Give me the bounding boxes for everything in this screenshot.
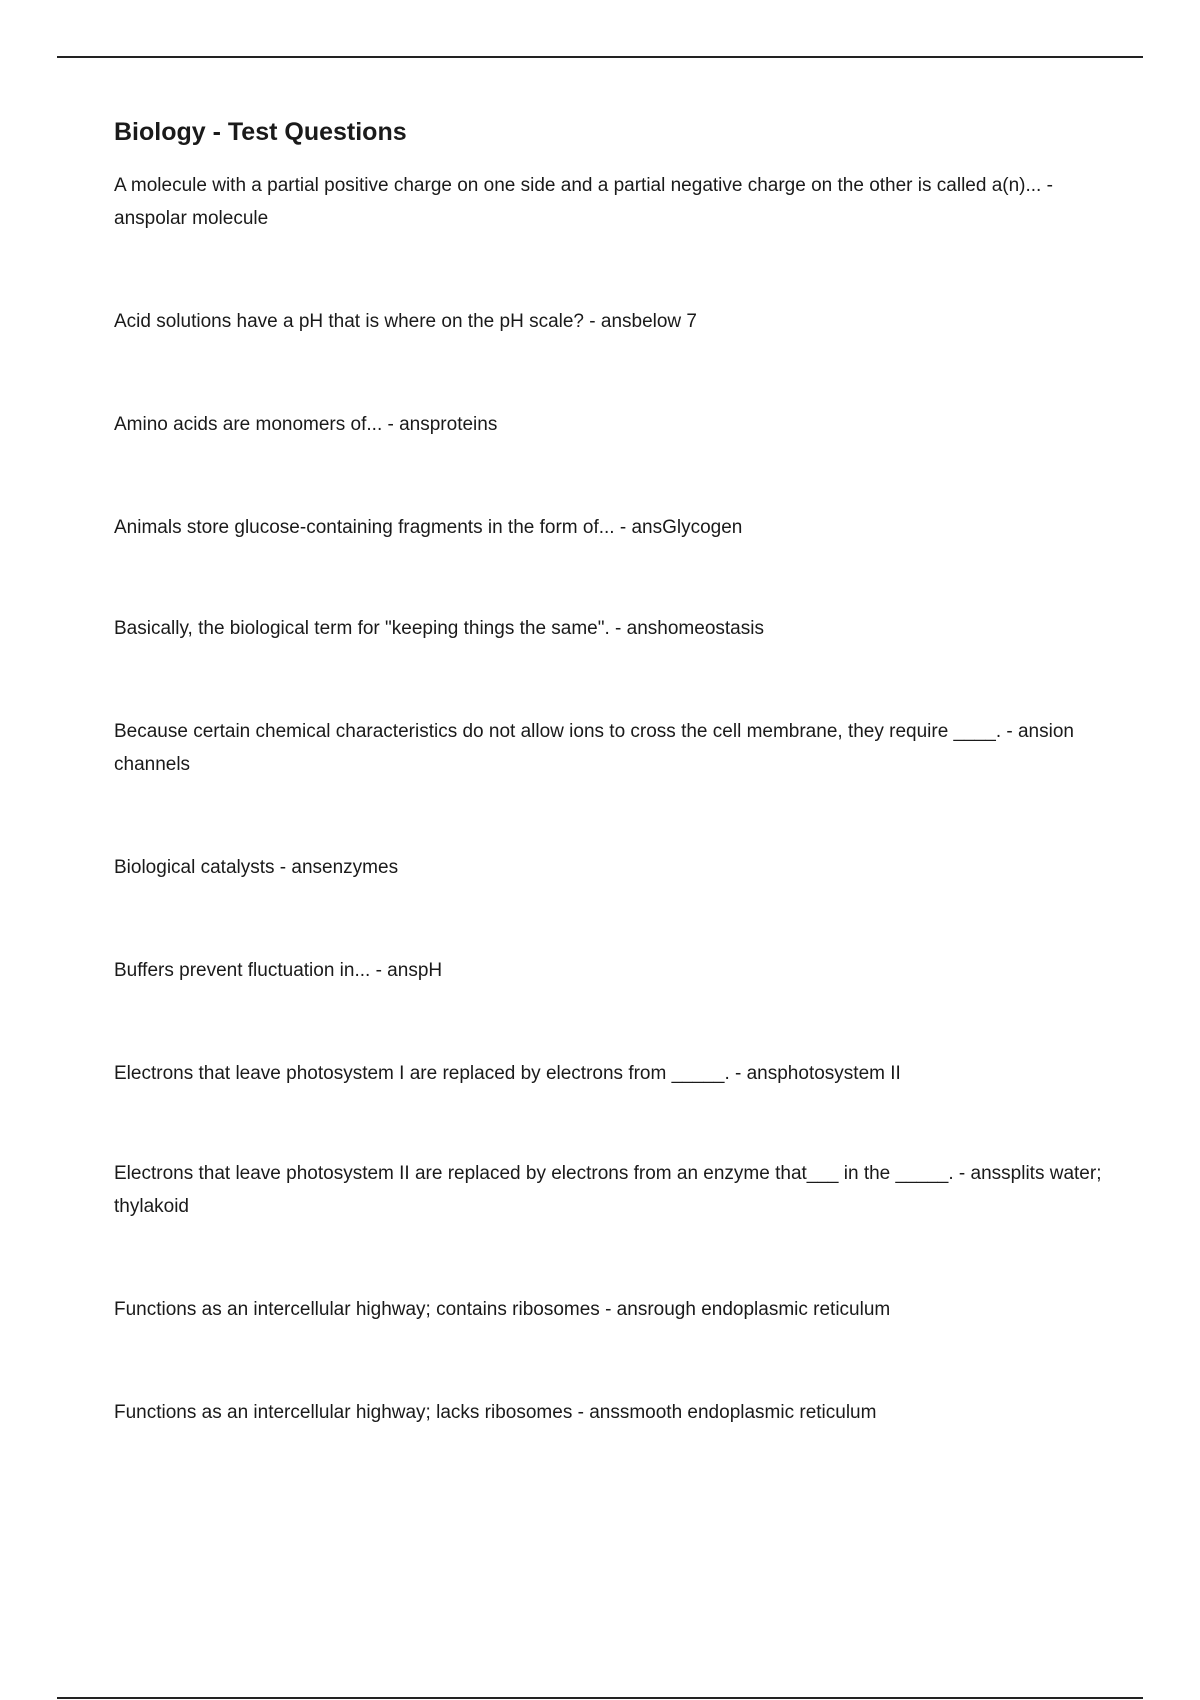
question-item: Because certain chemical characteristics do not allow ions to cross the cell membrane, they require ____. - ansion channels [114, 721, 1074, 775]
question-item: Functions as an intercellular highway; contains ribosomes - ansrough endoplasmic reticulum [114, 1299, 891, 1320]
question-item: Functions as an intercellular highway; lacks ribosomes - anssmooth endoplasmic reticulum [114, 1402, 877, 1423]
document-body [114, 112, 1124, 1423]
question-item: Acid solutions have a pH that is where on the pH scale? - ansbelow 7 [114, 311, 697, 332]
top-rule [57, 56, 1143, 58]
question-item: Animals store glucose-containing fragments in the form of... - ansGlycogen [114, 517, 743, 538]
question-item: Electrons that leave photosystem II are replaced by electrons from an enzyme that___ in the _____. - anssplits water; thylakoid [114, 1163, 1102, 1217]
question-item: Buffers prevent fluctuation in... - anspH [114, 960, 443, 981]
document-title: Biology - Test Questions [114, 118, 407, 146]
question-item: A molecule with a partial positive charge on one side and a partial negative charge on the other is called a(n)... - anspolar molecule [114, 175, 1053, 229]
question-item: Biological catalysts - ansenzymes [114, 857, 399, 878]
question-item: Electrons that leave photosystem I are replaced by electrons from _____. - ansphotosystem II [114, 1063, 901, 1084]
bottom-rule [57, 1697, 1143, 1699]
question-item: Basically, the biological term for "keeping things the same". - anshomeostasis [114, 618, 764, 639]
question-item: Amino acids are monomers of... - ansproteins [114, 414, 498, 435]
